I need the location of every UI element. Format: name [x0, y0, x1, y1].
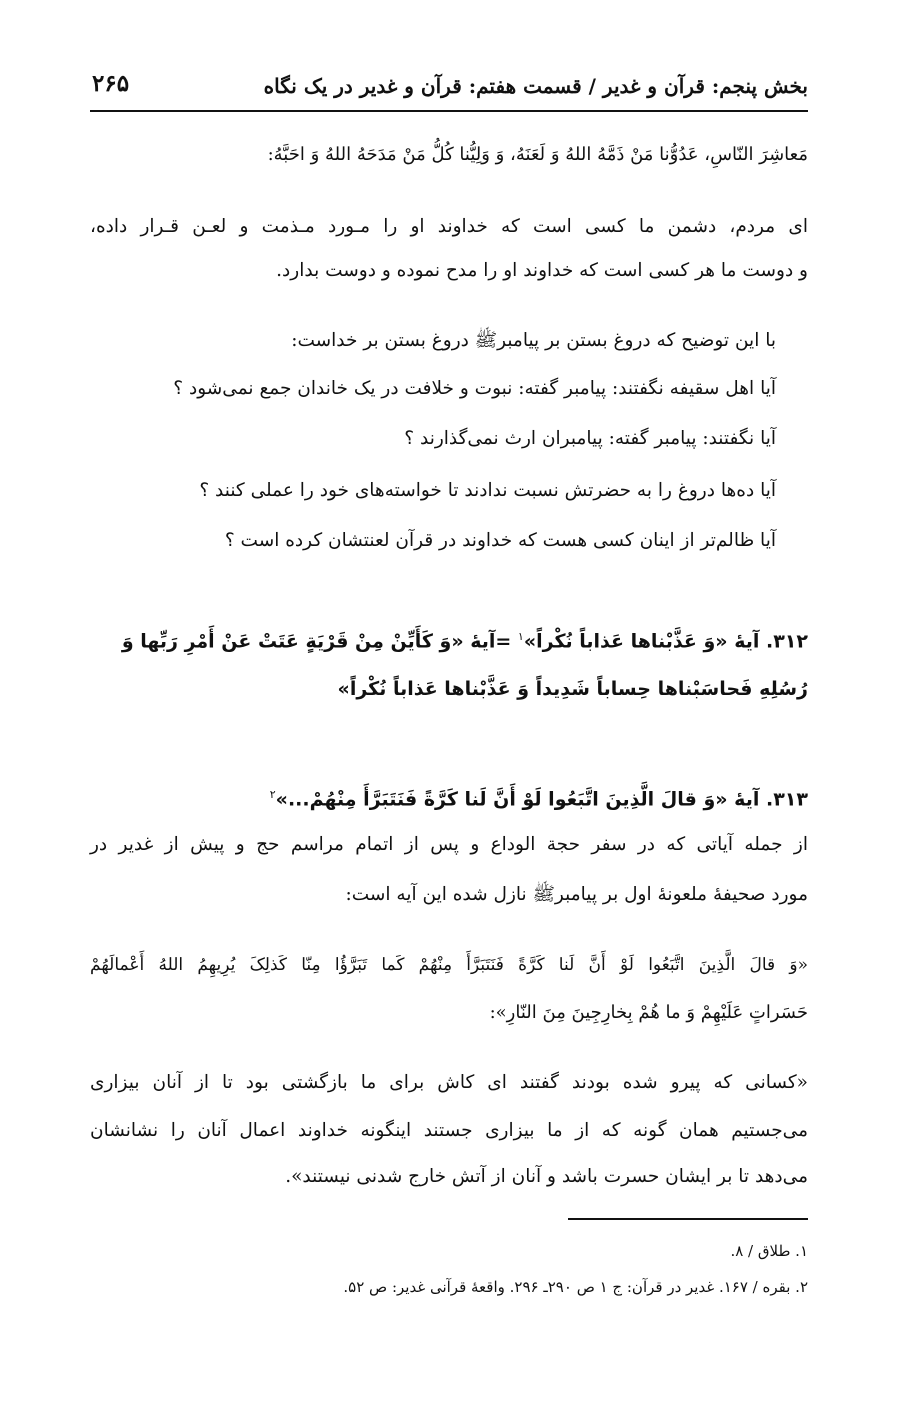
- question-1: آیا اهل سقیفه نگفتند: پیامبر گفته: نبوت و خلافت در یک خاندان جمع نمی‌شود ؟: [173, 378, 776, 399]
- hadith-arabic: مَعاشِرَ النّاسِ، عَدُوُّنا مَنْ ذَمَّهُ اللهُ وَ لَعَنَهُ، وَ وَلِیُّنا کُلُّ مَنْ مَدَحَهُ اللهُ وَ احَبَّهُ:: [267, 144, 808, 165]
- footnote-1: ۱. طلاق / ۸.: [730, 1242, 808, 1260]
- hadith-translation-line-2: و دوست ما هر کسی است که خداوند او را مدح نموده و دوست بدارد.: [276, 260, 808, 281]
- question-intro: با این توضیح که دروغ بستن بر پیامبرﷺ دروغ بستن بر خداست:: [291, 330, 776, 351]
- section-312-part-a: ۳۱۲. آیهٔ «وَ عَذَّبْناها عَذاباً نُکْراً»: [523, 630, 808, 653]
- section-313-heading: [90, 780, 808, 814]
- running-title: بخش پنجم: قرآن و غدیر / قسمت هفتم: قرآن و غدیر در یک نگاه: [263, 74, 808, 98]
- question-2: آیا نگفتند: پیامبر گفته: پیامبران ارث نمی‌گذارند ؟: [404, 428, 776, 449]
- verse-line-1: «وَ قالَ الَّذِینَ اتَّبَعُوا لَوْ أَنَّ لَنا کَرَّةً فَنَتَبَرَّأَ مِنْهُمْ کَما تَبَرَّؤُا مِنّا کَذلِکَ یُرِیهِمُ اللهُ أَعْمالَهُمْ: [90, 955, 808, 975]
- verse-translation-line-3: می‌دهد تا بر ایشان حسرت باشد و آنان از آتش خارج شدنی نیستند».: [285, 1166, 808, 1187]
- section-313-intro-line-1: از جمله آیاتی که در سفر حجة الوداع و پس از اتمام مراسم حج و پیش از غدیر در: [90, 834, 808, 855]
- verse-translation-line-1: «کسانی که پیرو شده بودند گفتند ای کاش برای ما بازگشتی بود تا از آنان بیزاری: [90, 1072, 808, 1093]
- hadith-translation-line-1: ای مردم، دشمن ما کسی است که خداوند او را مـورد مـذمت و لعـن قـرار داده،: [90, 216, 808, 237]
- book-page: [90, 0, 808, 1405]
- footnote-ref-2: ۲: [269, 788, 276, 801]
- page-number: ۲۶۵: [92, 70, 130, 97]
- footnote-2: ۲. بقره / ۱۶۷. غدیر در قرآن: ج ۱ ص ۲۹۰ـ ۲۹۶. واقعهٔ قرآنی غدیر: ص ۵۲.: [343, 1278, 808, 1296]
- running-header: [90, 66, 808, 112]
- section-312-part-b: =آیهٔ «وَ کَأَیِّنْ مِنْ قَرْیَةٍ عَتَتْ عَنْ أَمْرِ رَبِّها وَ: [121, 630, 518, 653]
- verse-translation-line-2: می‌جستیم همان گونه که از ما بیزاری جستند اینگونه خداوند اعمال آنان را نشانشان: [90, 1120, 808, 1141]
- question-3: آیا ده‌ها دروغ را به حضرتش نسبت ندادند تا خواسته‌های خود را عملی کنند ؟: [199, 480, 776, 501]
- verse-line-2: حَسَراتٍ عَلَیْهِمْ وَ ما هُمْ بِخارِجِینَ مِنَ النّارِ»:: [489, 1002, 808, 1023]
- question-4: آیا ظالم‌تر از اینان کسی هست که خداوند در قرآن لعنتشان کرده است ؟: [224, 530, 776, 551]
- section-312-heading-line-2: رُسُلِهِ فَحاسَبْناها حِساباً شَدِیداً وَ عَذَّبْناها عَذاباً نُکْراً»: [337, 678, 808, 700]
- section-313-heading-text: ۳۱۳. آیهٔ «وَ قالَ الَّذِینَ اتَّبَعُوا لَوْ أَنَّ لَنا کَرَّةً فَنَتَبَرَّأَ مِنْهُمْ...»: [275, 788, 808, 811]
- section-313-intro-line-2: مورد صحیفهٔ ملعونهٔ اول بر پیامبرﷺ نازل شده این آیه است:: [345, 884, 808, 905]
- footnote-ref-1: ۱: [517, 630, 524, 643]
- footnote-divider: [568, 1218, 808, 1220]
- section-312-heading-line-1: [90, 622, 808, 656]
